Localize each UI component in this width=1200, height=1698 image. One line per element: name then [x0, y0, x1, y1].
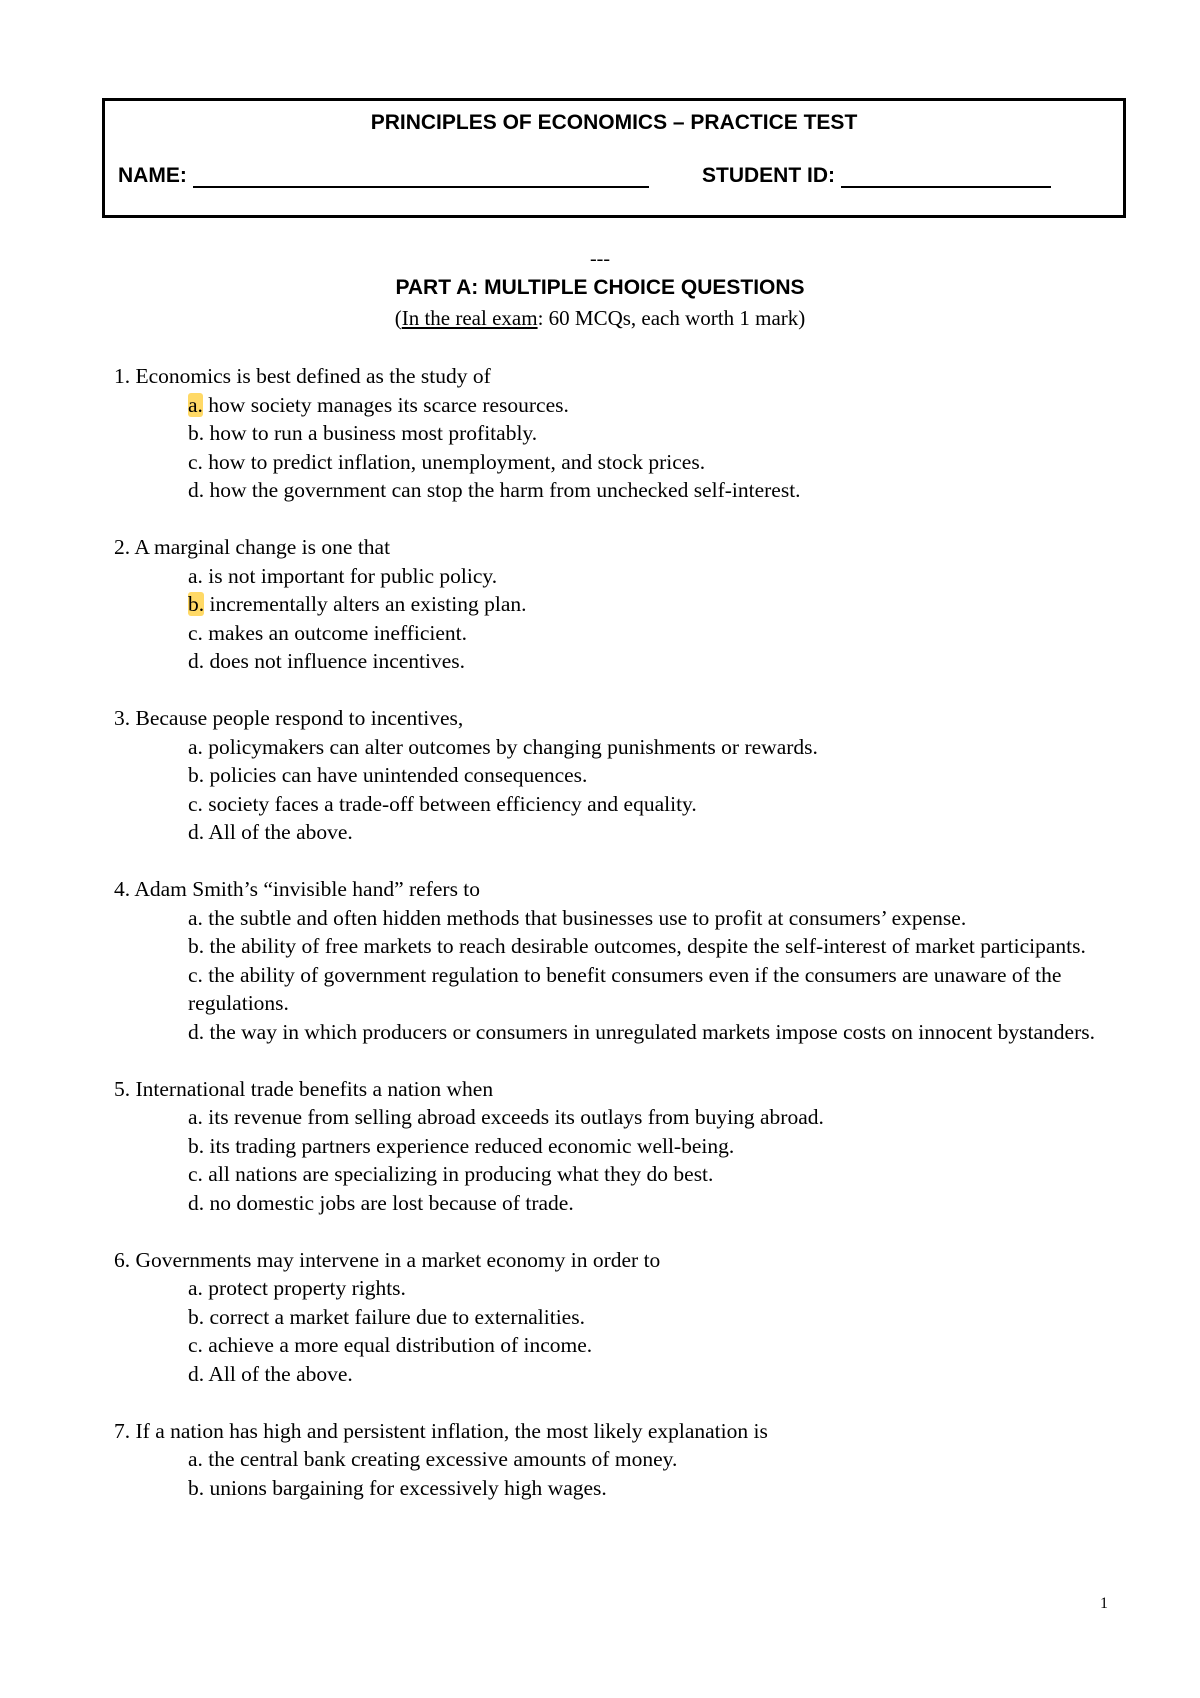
option-text: policymakers can alter outcomes by changing punishments or rewards.	[202, 734, 818, 759]
answer-option	[114, 476, 1114, 505]
option-letter: c.	[188, 791, 203, 816]
part-subtitle	[0, 306, 1200, 331]
option-text: the ability of free markets to reach desirable outcomes, despite the self-interest of market participants.	[204, 934, 1086, 958]
question-stem: 6. Governments may intervene in a market economy in order to	[114, 1247, 661, 1272]
option-text: achieve a more equal distribution of income.	[202, 1333, 593, 1357]
answer-option	[114, 1132, 1114, 1161]
answer-option	[114, 647, 1114, 676]
question-stem: 4. Adam Smith’s “invisible hand” refers to	[114, 877, 481, 901]
part-title: PART A: MULTIPLE CHOICE QUESTIONS	[395, 276, 805, 299]
option-letter: b.	[188, 421, 205, 445]
question-stem: 3. Because people respond to incentives,	[114, 706, 464, 730]
option-text: all nations are specializing in producing what they do best.	[202, 1162, 714, 1186]
option-letter: b.	[188, 934, 205, 958]
option-letter: c.	[188, 962, 203, 987]
answer-option	[114, 1160, 1114, 1189]
option-text: unions bargaining for excessively high wages.	[204, 1475, 607, 1500]
option-text: its trading partners experience reduced economic well-being.	[204, 1133, 735, 1158]
answer-option	[114, 1018, 1114, 1047]
student-id-field	[702, 164, 1051, 188]
option-text: the ability of government regulation to benefit consumers even if the consumers are unaware of the regulations.	[188, 962, 1062, 1015]
answer-option	[114, 419, 1114, 448]
option-letter: a.	[188, 563, 203, 588]
option-text: how society manages its scarce resources.	[202, 392, 569, 417]
question-item	[114, 704, 1114, 847]
option-letter: a.	[188, 1105, 203, 1129]
answer-option	[114, 1360, 1114, 1389]
question-item	[114, 362, 1114, 505]
question-list	[114, 362, 1114, 1531]
subtitle-underlined: In the real exam	[401, 306, 538, 330]
highlighted-option-letter: a.	[188, 392, 203, 417]
option-letter: c.	[188, 1162, 203, 1186]
header-box	[102, 98, 1126, 218]
option-text: society faces a trade-off between efficiency and equality.	[202, 791, 697, 816]
answer-option	[114, 562, 1114, 591]
question-stem: 2. A marginal change is one that	[114, 535, 391, 559]
answer-option	[114, 932, 1114, 961]
answer-option	[114, 391, 1114, 420]
page-number: 1	[1100, 1595, 1108, 1612]
highlighted-option-letter: b.	[188, 592, 205, 616]
option-letter: c.	[188, 449, 203, 474]
subtitle-open: (	[394, 306, 402, 330]
answer-option	[114, 619, 1114, 648]
name-blank-line	[193, 168, 649, 188]
answer-option	[114, 961, 1114, 1018]
question-item	[114, 1417, 1114, 1503]
student-id-label: STUDENT ID:	[702, 164, 835, 187]
option-text: the way in which producers or consumers in unregulated markets impose costs on innocent bystanders.	[204, 1019, 1095, 1044]
option-letter: b.	[188, 763, 205, 787]
answer-option	[114, 761, 1114, 790]
option-text: does not influence incentives.	[204, 649, 466, 673]
option-text: policies can have unintended consequences.	[204, 763, 588, 787]
question-item	[114, 533, 1114, 676]
question-stem: 5. International trade benefits a nation when	[114, 1076, 494, 1101]
name-label: NAME:	[118, 164, 187, 187]
option-letter: a.	[188, 1276, 203, 1300]
question-item	[114, 1075, 1114, 1218]
option-text: correct a market failure due to externalities.	[204, 1304, 585, 1329]
answer-option	[114, 1274, 1114, 1303]
option-letter: d.	[188, 1019, 205, 1044]
option-text: how the government can stop the harm from unchecked self-interest.	[204, 478, 801, 502]
answer-option	[114, 818, 1114, 847]
subtitle-rest: : 60 MCQs, each worth 1 mark)	[537, 306, 806, 330]
option-text: is not important for public policy.	[202, 563, 498, 588]
option-text: how to predict inflation, unemployment, and stock prices.	[202, 449, 706, 474]
option-letter: b.	[188, 1133, 205, 1158]
name-field	[118, 164, 649, 188]
option-letter: a.	[188, 734, 203, 759]
option-letter: d.	[188, 1190, 205, 1215]
question-stem: 1. Economics is best defined as the study of	[114, 364, 491, 388]
answer-option	[114, 1189, 1114, 1218]
answer-option	[114, 904, 1114, 933]
answer-option	[114, 733, 1114, 762]
option-letter: b.	[188, 1475, 205, 1500]
answer-option	[114, 1331, 1114, 1360]
option-text: protect property rights.	[202, 1276, 406, 1300]
section-separator: ---	[590, 248, 610, 270]
answer-option	[114, 1303, 1114, 1332]
option-letter: d.	[188, 649, 205, 673]
answer-option	[114, 1103, 1114, 1132]
option-letter: d.	[188, 478, 205, 502]
option-letter: a.	[188, 905, 203, 930]
option-text: the central bank creating excessive amounts of money.	[202, 1447, 678, 1471]
option-letter: a.	[188, 1447, 203, 1471]
answer-option	[114, 448, 1114, 477]
answer-option	[114, 790, 1114, 819]
option-text: its revenue from selling abroad exceeds its outlays from buying abroad.	[202, 1105, 824, 1129]
option-letter: c.	[188, 1333, 203, 1357]
student-id-blank-line	[841, 168, 1051, 188]
answer-option	[114, 590, 1114, 619]
answer-option	[114, 1445, 1114, 1474]
answer-option	[114, 1474, 1114, 1503]
question-stem: 7. If a nation has high and persistent inflation, the most likely explanation is	[114, 1418, 768, 1443]
option-text: how to run a business most profitably.	[204, 421, 538, 445]
option-letter: b.	[188, 1304, 205, 1329]
page-title: PRINCIPLES OF ECONOMICS – PRACTICE TEST	[370, 111, 858, 134]
option-text: the subtle and often hidden methods that businesses use to profit at consumers’ expense.	[202, 905, 967, 930]
option-text: All of the above.	[204, 820, 353, 844]
option-text: incrementally alters an existing plan.	[204, 592, 527, 616]
option-letter: d.	[188, 820, 205, 844]
question-item	[114, 1246, 1114, 1389]
option-letter: d.	[188, 1361, 205, 1386]
option-letter: c.	[188, 620, 203, 645]
question-item	[114, 875, 1114, 1046]
option-text: no domestic jobs are lost because of trade.	[204, 1190, 574, 1215]
option-text: makes an outcome inefficient.	[202, 620, 468, 645]
option-text: All of the above.	[204, 1361, 353, 1386]
